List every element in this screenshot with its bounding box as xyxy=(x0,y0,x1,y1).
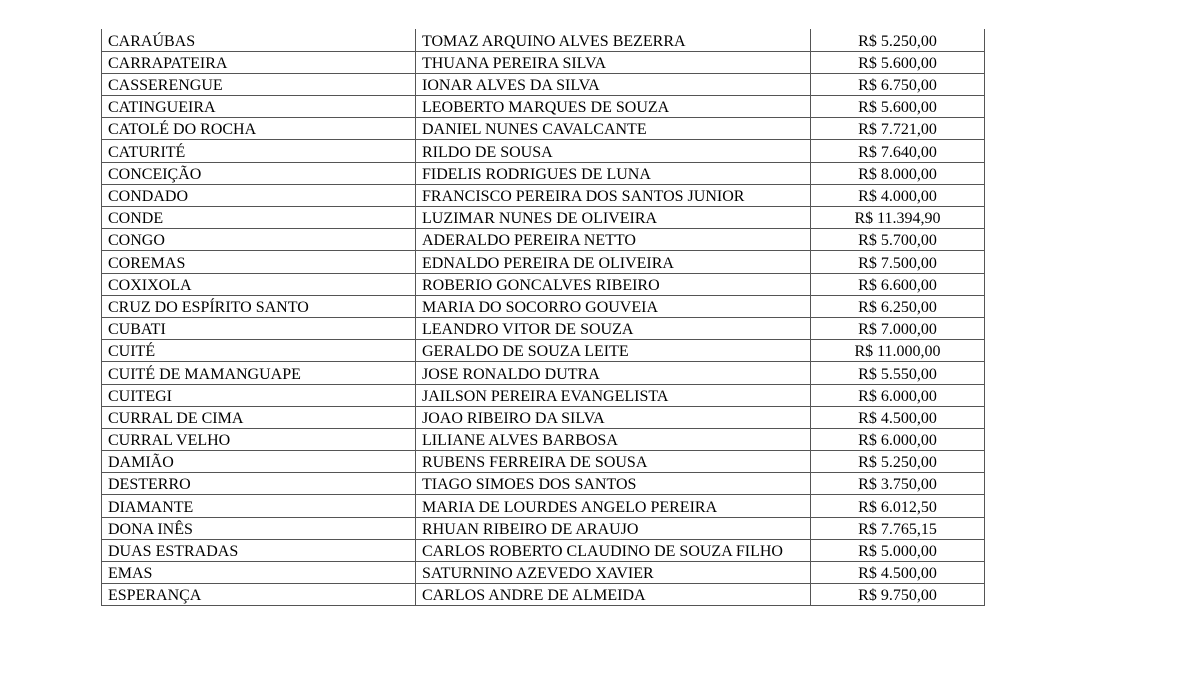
municipality-cell: CASSERENGUE xyxy=(102,73,416,95)
municipality-cell: DAMIÃO xyxy=(102,451,416,473)
municipality-cell: CUBATI xyxy=(102,317,416,339)
table-row xyxy=(102,51,985,73)
municipality-cell: COXIXOLA xyxy=(102,273,416,295)
table-row xyxy=(102,273,985,295)
municipality-cell: ESPERANÇA xyxy=(102,584,416,606)
municipality-cell: COREMAS xyxy=(102,251,416,273)
municipality-cell: CUITÉ xyxy=(102,340,416,362)
municipality-cell: CONCEIÇÃO xyxy=(102,162,416,184)
municipality-cell: EMAS xyxy=(102,562,416,584)
official-name-cell: TOMAZ ARQUINO ALVES BEZERRA xyxy=(416,29,811,51)
salary-value-cell: R$ 8.000,00 xyxy=(811,162,985,184)
table-row xyxy=(102,428,985,450)
salary-value-cell: R$ 6.000,00 xyxy=(811,428,985,450)
salary-value-cell: R$ 7.640,00 xyxy=(811,140,985,162)
table-row xyxy=(102,317,985,339)
municipality-cell: CATURITÉ xyxy=(102,140,416,162)
official-name-cell: THUANA PEREIRA SILVA xyxy=(416,51,811,73)
table-row xyxy=(102,517,985,539)
salary-table xyxy=(101,29,985,606)
table-row xyxy=(102,539,985,561)
salary-value-cell: R$ 3.750,00 xyxy=(811,473,985,495)
table-row xyxy=(102,495,985,517)
salary-value-cell: R$ 5.550,00 xyxy=(811,362,985,384)
official-name-cell: FIDELIS RODRIGUES DE LUNA xyxy=(416,162,811,184)
municipality-cell: DESTERRO xyxy=(102,473,416,495)
official-name-cell: LEANDRO VITOR DE SOUZA xyxy=(416,317,811,339)
salary-value-cell: R$ 4.000,00 xyxy=(811,184,985,206)
table-row xyxy=(102,362,985,384)
official-name-cell: JAILSON PEREIRA EVANGELISTA xyxy=(416,384,811,406)
salary-value-cell: R$ 5.600,00 xyxy=(811,51,985,73)
table-row xyxy=(102,73,985,95)
official-name-cell: MARIA DE LOURDES ANGELO PEREIRA xyxy=(416,495,811,517)
official-name-cell: MARIA DO SOCORRO GOUVEIA xyxy=(416,295,811,317)
official-name-cell: CARLOS ANDRE DE ALMEIDA xyxy=(416,584,811,606)
municipality-cell: CARAÚBAS xyxy=(102,29,416,51)
official-name-cell: RILDO DE SOUSA xyxy=(416,140,811,162)
municipality-cell: CUITÉ DE MAMANGUAPE xyxy=(102,362,416,384)
salary-value-cell: R$ 5.000,00 xyxy=(811,539,985,561)
table-row xyxy=(102,251,985,273)
municipality-cell: DUAS ESTRADAS xyxy=(102,539,416,561)
salary-value-cell: R$ 6.012,50 xyxy=(811,495,985,517)
table-row xyxy=(102,140,985,162)
official-name-cell: RHUAN RIBEIRO DE ARAUJO xyxy=(416,517,811,539)
municipality-cell: DONA INÊS xyxy=(102,517,416,539)
official-name-cell: DANIEL NUNES CAVALCANTE xyxy=(416,118,811,140)
salary-value-cell: R$ 7.500,00 xyxy=(811,251,985,273)
table-row xyxy=(102,184,985,206)
municipality-cell: CRUZ DO ESPÍRITO SANTO xyxy=(102,295,416,317)
salary-value-cell: R$ 7.765,15 xyxy=(811,517,985,539)
salary-value-cell: R$ 6.000,00 xyxy=(811,384,985,406)
official-name-cell: ADERALDO PEREIRA NETTO xyxy=(416,229,811,251)
salary-value-cell: R$ 4.500,00 xyxy=(811,562,985,584)
table-row xyxy=(102,29,985,51)
official-name-cell: JOAO RIBEIRO DA SILVA xyxy=(416,406,811,428)
official-name-cell: FRANCISCO PEREIRA DOS SANTOS JUNIOR xyxy=(416,184,811,206)
salary-value-cell: R$ 6.600,00 xyxy=(811,273,985,295)
table-row xyxy=(102,473,985,495)
salary-value-cell: R$ 7.000,00 xyxy=(811,317,985,339)
municipality-cell: CONGO xyxy=(102,229,416,251)
table-row xyxy=(102,451,985,473)
municipality-cell: DIAMANTE xyxy=(102,495,416,517)
salary-value-cell: R$ 5.250,00 xyxy=(811,29,985,51)
table-row xyxy=(102,384,985,406)
table-row xyxy=(102,584,985,606)
official-name-cell: LILIANE ALVES BARBOSA xyxy=(416,428,811,450)
municipality-cell: CATINGUEIRA xyxy=(102,96,416,118)
official-name-cell: ROBERIO GONCALVES RIBEIRO xyxy=(416,273,811,295)
table-row xyxy=(102,207,985,229)
salary-value-cell: R$ 11.000,00 xyxy=(811,340,985,362)
salary-value-cell: R$ 6.750,00 xyxy=(811,73,985,95)
table-row xyxy=(102,295,985,317)
table-row xyxy=(102,406,985,428)
official-name-cell: SATURNINO AZEVEDO XAVIER xyxy=(416,562,811,584)
table-row xyxy=(102,118,985,140)
municipality-cell: CATOLÉ DO ROCHA xyxy=(102,118,416,140)
salary-value-cell: R$ 5.600,00 xyxy=(811,96,985,118)
salary-table-body xyxy=(102,29,985,606)
municipality-cell: CARRAPATEIRA xyxy=(102,51,416,73)
municipality-cell: CONDE xyxy=(102,207,416,229)
table-row xyxy=(102,229,985,251)
official-name-cell: LUZIMAR NUNES DE OLIVEIRA xyxy=(416,207,811,229)
table-row xyxy=(102,162,985,184)
table-row xyxy=(102,96,985,118)
municipality-cell: CURRAL DE CIMA xyxy=(102,406,416,428)
salary-value-cell: R$ 6.250,00 xyxy=(811,295,985,317)
salary-value-cell: R$ 11.394,90 xyxy=(811,207,985,229)
municipality-cell: CONDADO xyxy=(102,184,416,206)
official-name-cell: CARLOS ROBERTO CLAUDINO DE SOUZA FILHO xyxy=(416,539,811,561)
official-name-cell: GERALDO DE SOUZA LEITE xyxy=(416,340,811,362)
official-name-cell: RUBENS FERREIRA DE SOUSA xyxy=(416,451,811,473)
official-name-cell: IONAR ALVES DA SILVA xyxy=(416,73,811,95)
table-row xyxy=(102,562,985,584)
official-name-cell: LEOBERTO MARQUES DE SOUZA xyxy=(416,96,811,118)
table-row xyxy=(102,340,985,362)
salary-value-cell: R$ 9.750,00 xyxy=(811,584,985,606)
salary-value-cell: R$ 7.721,00 xyxy=(811,118,985,140)
official-name-cell: TIAGO SIMOES DOS SANTOS xyxy=(416,473,811,495)
salary-value-cell: R$ 5.700,00 xyxy=(811,229,985,251)
salary-value-cell: R$ 5.250,00 xyxy=(811,451,985,473)
municipality-cell: CUITEGI xyxy=(102,384,416,406)
document-sheet xyxy=(101,29,985,606)
official-name-cell: EDNALDO PEREIRA DE OLIVEIRA xyxy=(416,251,811,273)
municipality-cell: CURRAL VELHO xyxy=(102,428,416,450)
official-name-cell: JOSE RONALDO DUTRA xyxy=(416,362,811,384)
salary-value-cell: R$ 4.500,00 xyxy=(811,406,985,428)
